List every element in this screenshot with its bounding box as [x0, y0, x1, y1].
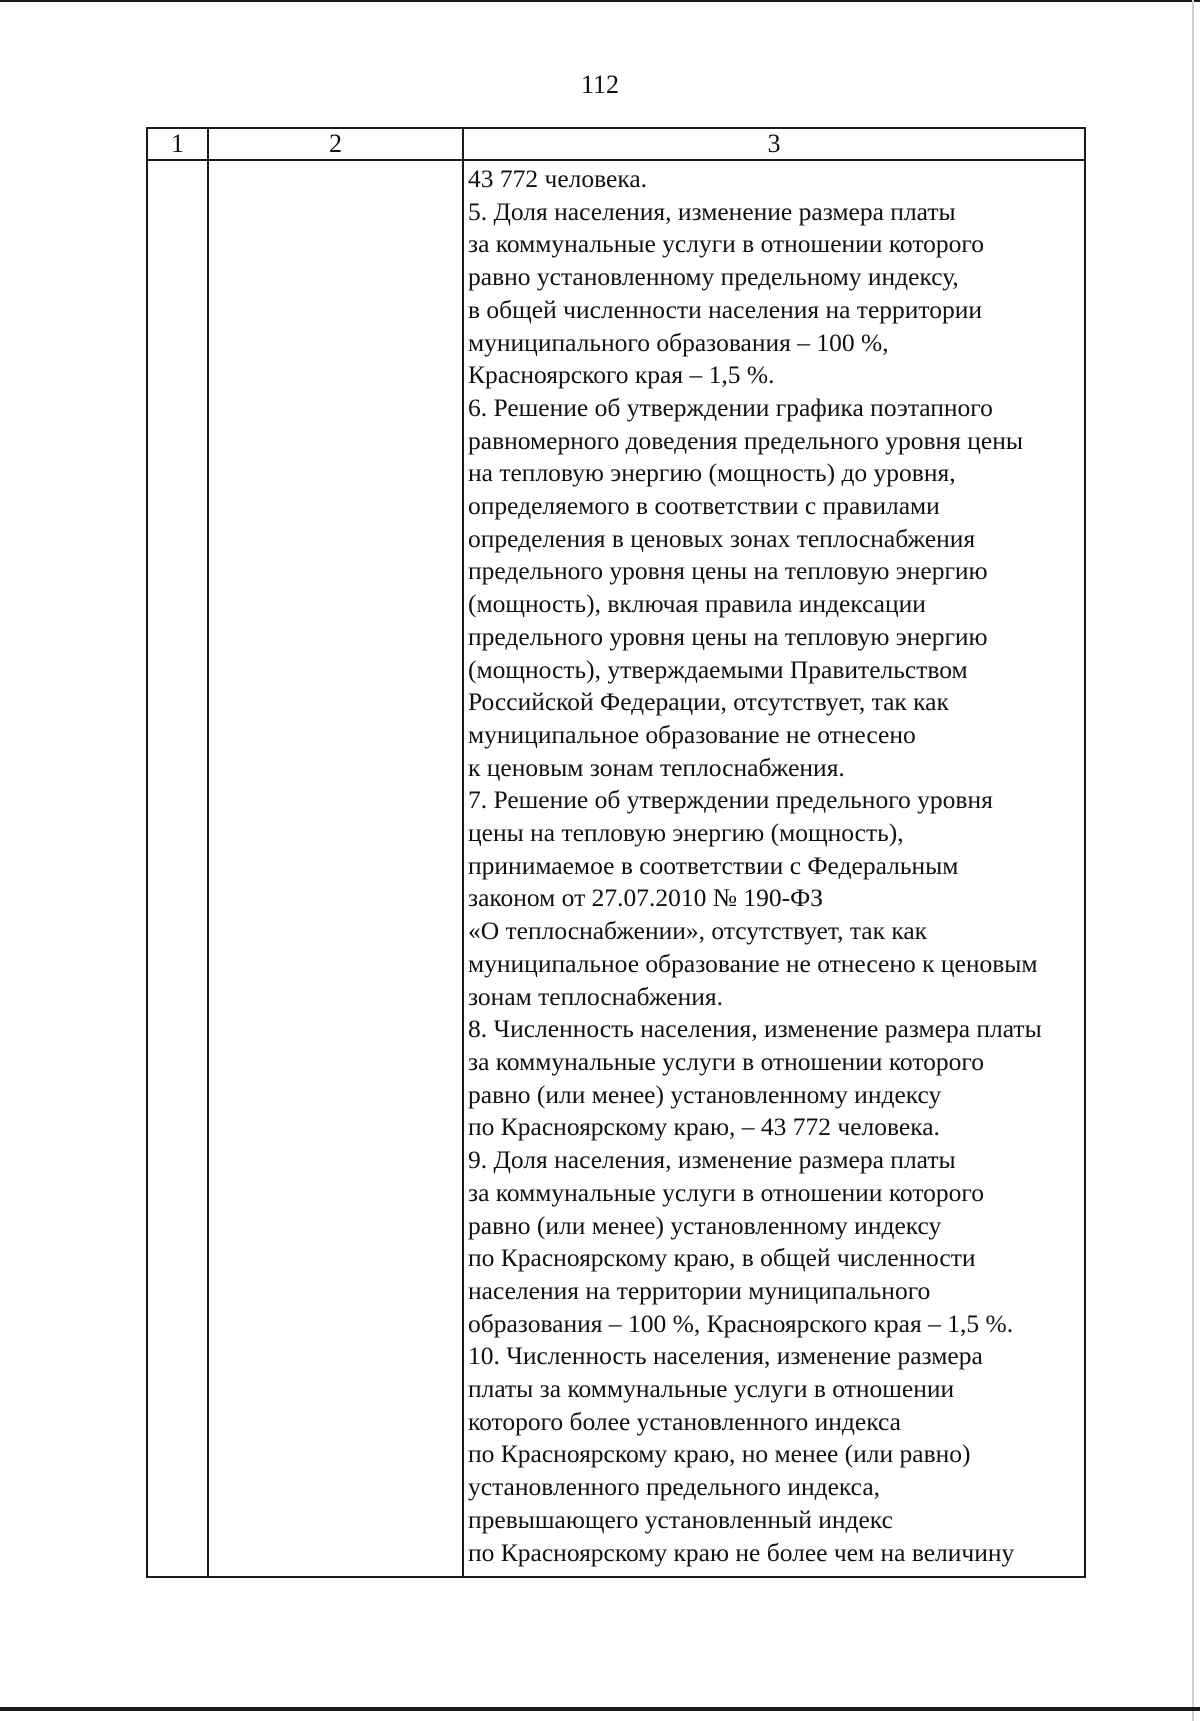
text-line: равно (или менее) установленному индексу: [468, 1079, 942, 1109]
text-line: цены на тепловую энергию (мощность),: [468, 818, 904, 848]
column-divider-1: [207, 129, 209, 1576]
text-line: определения в ценовых зонах теплоснабжения: [468, 523, 976, 553]
text-line: 8. Численность населения, изменение размера платы: [468, 1014, 1042, 1044]
text-line: предельного уровня цены на тепловую энергию: [468, 556, 988, 586]
text-line: равно (или менее) установленному индексу: [468, 1210, 942, 1240]
text-line: (мощность), утверждаемыми Правительством: [468, 654, 968, 684]
scan-edge-bottom: [0, 1707, 1200, 1711]
document-table: [146, 127, 1086, 1578]
scan-edge-top: [0, 0, 1200, 2]
text-line: за коммунальные услуги в отношении которого: [468, 1177, 984, 1207]
text-line: 43 772 человека.: [468, 164, 648, 193]
text-line: принимаемое в соответствии с Федеральным: [468, 850, 959, 880]
text-line: муниципального образования – 100 %,: [468, 327, 889, 357]
scan-edge-right: [1192, 0, 1194, 1721]
text-line: (мощность), включая правила индексации: [468, 589, 926, 619]
text-line: за коммунальные услуги в отношении которого: [468, 1046, 984, 1076]
text-line: муниципальное образование не отнесено: [468, 719, 916, 749]
text-line: Красноярского края – 1,5 %.: [468, 360, 775, 390]
text-line: на тепловую энергию (мощность) до уровня,: [468, 458, 956, 488]
text-line: за коммунальные услуги в отношении которого: [468, 229, 984, 259]
text-line: по Красноярскому краю, – 43 772 человека.: [468, 1112, 940, 1142]
text-line: муниципальное образование не отнесено к ценовым: [468, 948, 1038, 978]
column-3-text-cell: [468, 163, 1082, 1569]
text-line: 7. Решение об утверждении предельного уровня: [468, 785, 993, 815]
text-line: которого более установленного индекса: [468, 1406, 901, 1436]
text-line: установленного предельного индекса,: [468, 1472, 881, 1502]
text-line: по Красноярскому краю, но менее (или равно): [468, 1439, 971, 1469]
text-line: превышающего установленный индекс: [468, 1504, 893, 1534]
text-line: законом от 27.07.2010 № 190-ФЗ: [468, 883, 824, 913]
column-divider-2: [462, 129, 464, 1576]
text-line: предельного уровня цены на тепловую энергию: [468, 621, 988, 651]
text-line: зонам теплоснабжения.: [468, 981, 723, 1011]
table-header-row: [148, 129, 1084, 161]
text-line: 9. Доля населения, изменение размера платы: [468, 1145, 956, 1175]
text-line: по Красноярскому краю, в общей численности: [468, 1243, 976, 1273]
text-line: «О теплоснабжении», отсутствует, так как: [468, 916, 928, 946]
text-line: равно установленному предельному индексу,: [468, 262, 959, 292]
text-line: 5. Доля населения, изменение размера платы: [468, 196, 956, 226]
text-line: определяемого в соответствии с правилами: [468, 491, 940, 521]
text-line: образования – 100 %, Красноярского края – 1,5 %.: [468, 1308, 1014, 1338]
text-line: Российской Федерации, отсутствует, так как: [468, 687, 949, 717]
column-header-3: 3: [767, 129, 781, 158]
text-line: 10. Численность населения, изменение размера: [468, 1341, 983, 1371]
text-line: равномерного доведения предельного уровня цены: [468, 425, 1024, 455]
text-line: по Красноярскому краю не более чем на величину: [468, 1537, 1015, 1567]
text-line: населения на территории муниципального: [468, 1275, 931, 1305]
column-header-1: 1: [171, 129, 184, 158]
page-number: 112: [580, 70, 620, 99]
text-line: в общей численности населения на территории: [468, 294, 983, 324]
text-line: платы за коммунальные услуги в отношении: [468, 1374, 955, 1404]
text-line: к ценовым зонам теплоснабжения.: [468, 752, 845, 782]
text-line: 6. Решение об утверждении графика поэтапного: [468, 392, 993, 422]
column-header-2: 2: [329, 129, 342, 158]
